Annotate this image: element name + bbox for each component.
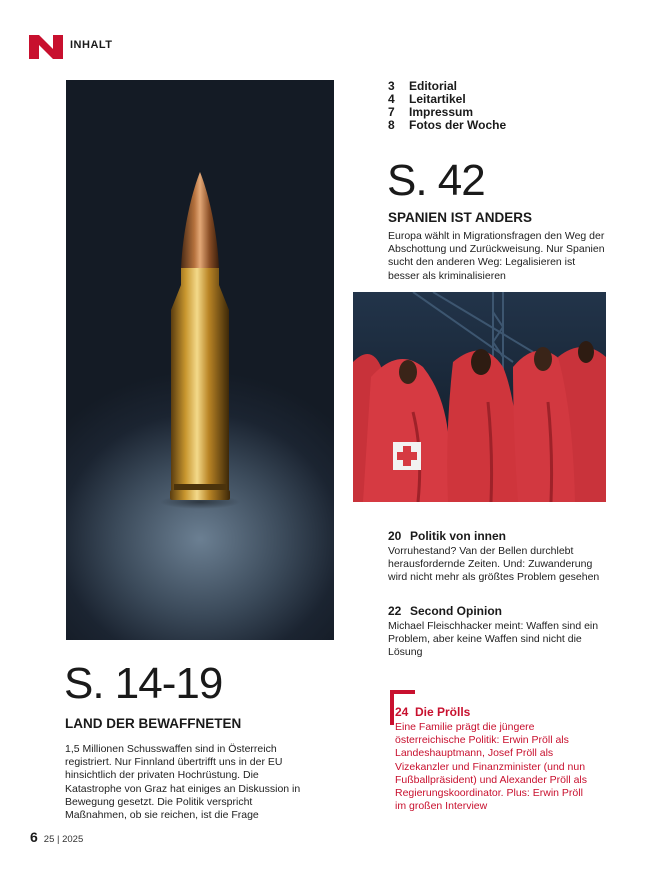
bullet-photo [66, 80, 334, 640]
opinion-teaser: Michael Fleischhacker meint: Waffen sind ein Problem, aber keine Waffen sind nicht die Lösung [388, 620, 599, 659]
toc-title: Editorial [409, 79, 458, 93]
n-logo-icon [29, 35, 63, 59]
proells-title: Die Prölls [415, 705, 471, 719]
refugees-photo [353, 292, 606, 502]
toc-page-number: 3 [388, 79, 395, 93]
toc-title: Impressum [409, 105, 474, 119]
toc-page-number: 8 [388, 118, 395, 132]
page-footer [30, 829, 83, 845]
opinion-title: Second Opinion [410, 604, 502, 618]
toc-list [388, 80, 506, 132]
politik-teaser: Vorruhestand? Van der Bellen durchlebt herausfordernde Zeiten. Und: Zuwanderung wird nicht mehr als größtes Problem gesehen [388, 545, 600, 584]
toc-page-number: 7 [388, 105, 395, 119]
waffen-teaser: 1,5 Millionen Schusswaffen sind in Österreich registriert. Nur Finnland übertrifft uns in der EU hinsichtlich der privaten Hochrüstung. Die Katastrophe von Graz hat einiges an Diskussion in Bewegung gesetzt. Die Politik verspricht Maßnahmen, ob sie reichen, ist die Frage [65, 743, 301, 822]
toc-item-proells[interactable] [395, 705, 595, 813]
toc-title: Fotos der Woche [409, 118, 507, 132]
toc-item[interactable] [388, 119, 506, 132]
waffen-page-ref: S. 14-19 [64, 659, 223, 708]
spanien-teaser: Europa wählt in Migrationsfragen den Weg der Abschottung und Zurückweisung. Nur Spanien sucht den anderen Weg: Legalisieren ist besser als kriminalisieren [388, 230, 605, 282]
toc-page-number: 4 [388, 92, 395, 106]
opinion-page-number: 22 [388, 604, 402, 618]
toc-item-opinion[interactable] [388, 604, 613, 660]
politik-title: Politik von innen [410, 529, 507, 543]
toc-title: Leitartikel [409, 92, 466, 106]
spanien-page-ref: S. 42 [387, 156, 485, 205]
section-label: INHALT [70, 39, 113, 51]
opinion-title-row [388, 604, 613, 618]
waffen-headline[interactable]: LAND DER BEWAFFNETEN [65, 716, 242, 731]
toc-item-politik[interactable] [388, 529, 613, 585]
proells-page-number: 24 [395, 705, 409, 719]
issue-number: 25 | 2025 [43, 834, 84, 845]
page-number: 6 [30, 829, 38, 845]
politik-title-row [388, 529, 613, 543]
proells-teaser: Eine Familie prägt die jüngere österreichische Politik: Erwin Pröll als Landeshauptmann, Josef Pröll als Vizekanzler und Finanzminister (und nun Fußballpräsident) und Alexander Pröll als Regierungskoordinator. Plus: Erwin Pröll im großen Interview [395, 721, 588, 813]
spanien-headline[interactable]: SPANIEN IST ANDERS [388, 210, 533, 225]
politik-page-number: 20 [388, 529, 402, 543]
proells-title-row [395, 705, 595, 719]
